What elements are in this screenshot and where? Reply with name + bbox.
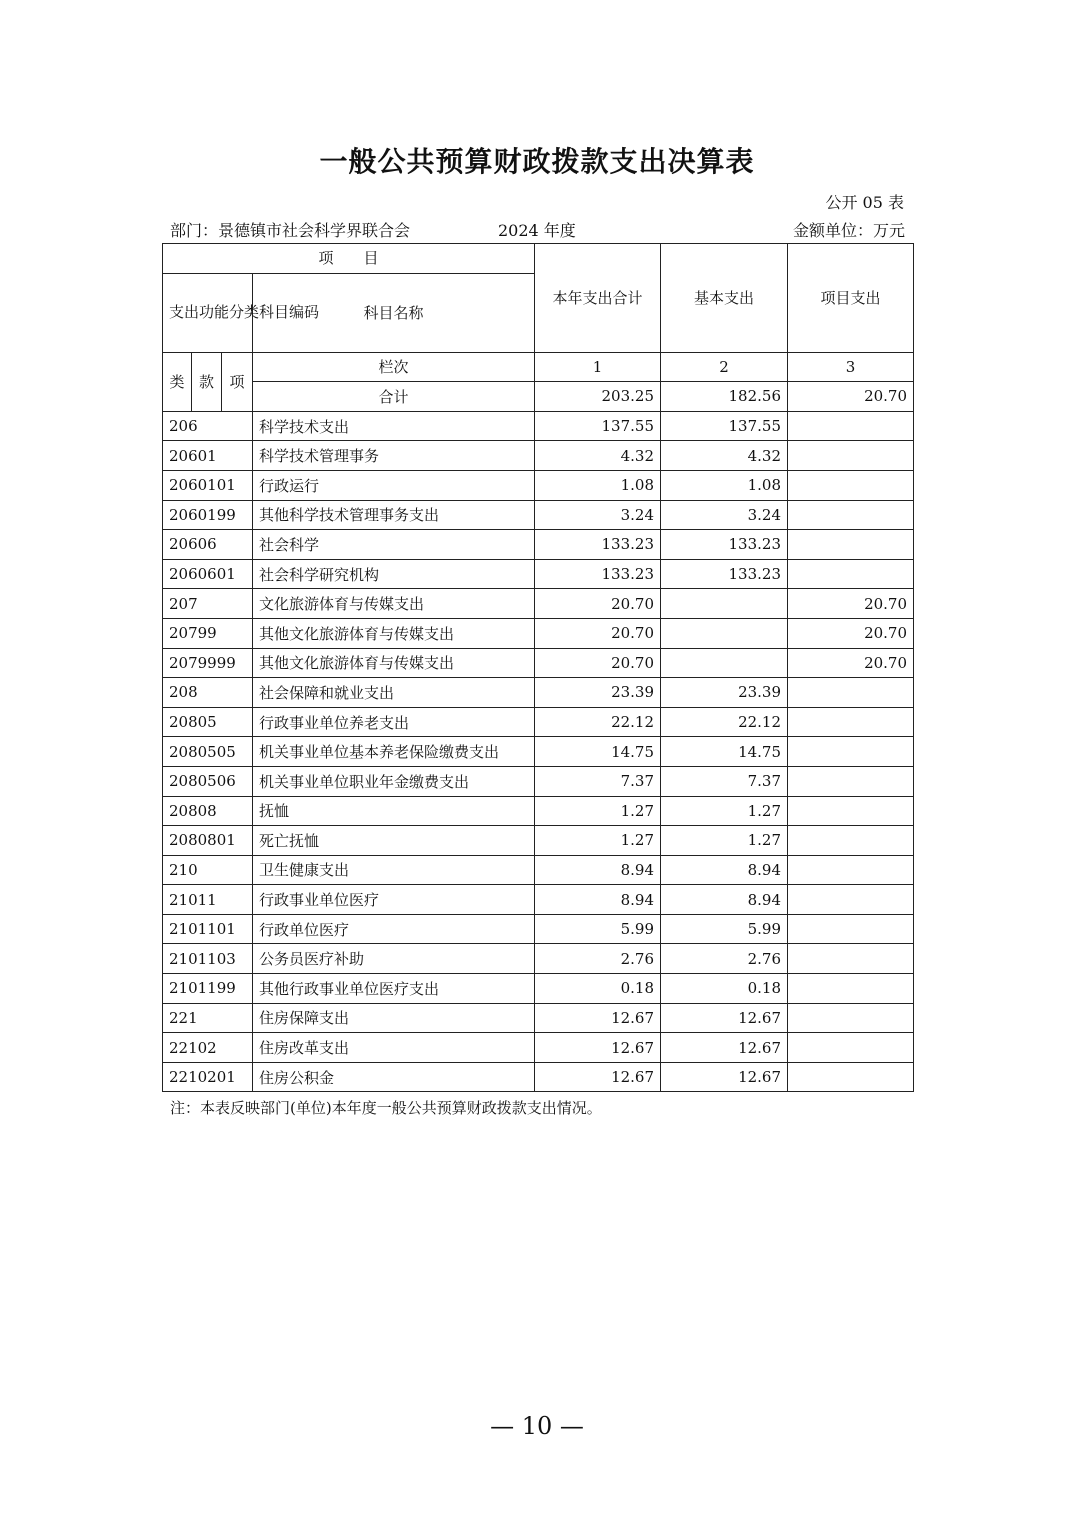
row-subject-name: 其他文化旅游体育与传媒支出 bbox=[253, 648, 535, 678]
row-basic: 12.67 bbox=[661, 1062, 788, 1092]
col-project-header: 项目支出 bbox=[788, 244, 914, 353]
row-project bbox=[788, 530, 914, 560]
row-project bbox=[788, 796, 914, 826]
row-project bbox=[788, 944, 914, 974]
col-number-1: 1 bbox=[535, 352, 661, 382]
year-label: 2024 年度 bbox=[498, 221, 576, 240]
row-code: 20799 bbox=[163, 618, 253, 648]
row-subject-name: 卫生健康支出 bbox=[253, 855, 535, 885]
row-code: 2210201 bbox=[163, 1062, 253, 1092]
table-row bbox=[163, 855, 914, 885]
row-total: 4.32 bbox=[535, 441, 661, 471]
row-subject-name: 社会保障和就业支出 bbox=[253, 678, 535, 708]
row-basic bbox=[661, 618, 788, 648]
row-code: 2060601 bbox=[163, 559, 253, 589]
item-header: 项 目 bbox=[163, 244, 535, 274]
row-code: 2080506 bbox=[163, 766, 253, 796]
row-total: 133.23 bbox=[535, 530, 661, 560]
row-code: 206 bbox=[163, 411, 253, 441]
row-subject-name: 文化旅游体育与传媒支出 bbox=[253, 589, 535, 619]
row-code: 20606 bbox=[163, 530, 253, 560]
row-subject-name: 抚恤 bbox=[253, 796, 535, 826]
row-basic: 14.75 bbox=[661, 737, 788, 767]
row-code: 210 bbox=[163, 855, 253, 885]
col-total-header: 本年支出合计 bbox=[535, 244, 661, 353]
row-basic: 8.94 bbox=[661, 855, 788, 885]
row-project bbox=[788, 766, 914, 796]
row-basic: 22.12 bbox=[661, 707, 788, 737]
row-basic: 12.67 bbox=[661, 1003, 788, 1033]
row-subject-name: 机关事业单位职业年金缴费支出 bbox=[253, 766, 535, 796]
row-basic: 3.24 bbox=[661, 500, 788, 530]
row-project bbox=[788, 500, 914, 530]
row-project bbox=[788, 914, 914, 944]
row-total: 12.67 bbox=[535, 1033, 661, 1063]
table-row bbox=[163, 974, 914, 1004]
row-subject-name: 住房保障支出 bbox=[253, 1003, 535, 1033]
row-basic: 2.76 bbox=[661, 944, 788, 974]
row-project bbox=[788, 1033, 914, 1063]
form-number: 公开 05 表 bbox=[825, 193, 904, 212]
row-total: 12.67 bbox=[535, 1003, 661, 1033]
row-basic: 23.39 bbox=[661, 678, 788, 708]
meta-line bbox=[170, 218, 905, 240]
row-code: 20805 bbox=[163, 707, 253, 737]
row-code: 2101101 bbox=[163, 914, 253, 944]
table-row bbox=[163, 796, 914, 826]
table-row bbox=[163, 826, 914, 856]
row-basic: 12.67 bbox=[661, 1033, 788, 1063]
row-project bbox=[788, 974, 914, 1004]
row-total: 1.27 bbox=[535, 796, 661, 826]
row-subject-name: 其他科学技术管理事务支出 bbox=[253, 500, 535, 530]
row-subject-name: 科学技术支出 bbox=[253, 411, 535, 441]
total-label: 合计 bbox=[253, 382, 535, 412]
row-basic: 133.23 bbox=[661, 530, 788, 560]
row-project bbox=[788, 441, 914, 471]
total-sum: 203.25 bbox=[535, 382, 661, 412]
unit-label: 金额单位：万元 bbox=[792, 221, 905, 240]
row-total: 23.39 bbox=[535, 678, 661, 708]
row-total: 20.70 bbox=[535, 589, 661, 619]
table-row bbox=[163, 500, 914, 530]
row-basic: 1.27 bbox=[661, 796, 788, 826]
row-total: 22.12 bbox=[535, 707, 661, 737]
row-project bbox=[788, 559, 914, 589]
row-code: 20808 bbox=[163, 796, 253, 826]
table-row bbox=[163, 678, 914, 708]
kuan-header: 款 bbox=[192, 352, 222, 411]
page-title: 一般公共预算财政拨款支出决算表 bbox=[319, 145, 755, 178]
table-row bbox=[163, 589, 914, 619]
col-number-3: 3 bbox=[788, 352, 914, 382]
row-code: 2060199 bbox=[163, 500, 253, 530]
total-basic: 182.56 bbox=[661, 382, 788, 412]
row-subject-name: 公务员医疗补助 bbox=[253, 944, 535, 974]
row-project bbox=[788, 707, 914, 737]
row-subject-name: 其他文化旅游体育与传媒支出 bbox=[253, 618, 535, 648]
row-basic: 0.18 bbox=[661, 974, 788, 1004]
row-subject-name: 住房改革支出 bbox=[253, 1033, 535, 1063]
table-row bbox=[163, 411, 914, 441]
func-code-header: 支出功能分类科目编码 bbox=[163, 273, 253, 352]
table-row bbox=[163, 944, 914, 974]
row-total: 133.23 bbox=[535, 559, 661, 589]
row-subject-name: 行政单位医疗 bbox=[253, 914, 535, 944]
table-row bbox=[163, 737, 914, 767]
row-subject-name: 行政事业单位医疗 bbox=[253, 885, 535, 915]
table-row bbox=[163, 1033, 914, 1063]
row-total: 12.67 bbox=[535, 1062, 661, 1092]
row-basic: 7.37 bbox=[661, 766, 788, 796]
row-subject-name: 社会科学 bbox=[253, 530, 535, 560]
row-project bbox=[788, 1003, 914, 1033]
table-row bbox=[163, 914, 914, 944]
row-code: 2101103 bbox=[163, 944, 253, 974]
row-basic: 4.32 bbox=[661, 441, 788, 471]
table-note: 注：本表反映部门(单位)本年度一般公共预算财政拨款支出情况。 bbox=[170, 1099, 602, 1117]
lei-header: 类 bbox=[163, 352, 192, 411]
row-subject-name: 死亡抚恤 bbox=[253, 826, 535, 856]
row-basic: 8.94 bbox=[661, 885, 788, 915]
table-row bbox=[163, 618, 914, 648]
row-code: 20601 bbox=[163, 441, 253, 471]
table-row bbox=[163, 1003, 914, 1033]
row-subject-name: 行政运行 bbox=[253, 470, 535, 500]
row-project bbox=[788, 411, 914, 441]
row-total: 2.76 bbox=[535, 944, 661, 974]
row-basic bbox=[661, 589, 788, 619]
row-project bbox=[788, 826, 914, 856]
row-subject-name: 行政事业单位养老支出 bbox=[253, 707, 535, 737]
table-row bbox=[163, 766, 914, 796]
page-number: — 10 — bbox=[490, 1412, 584, 1440]
row-total: 137.55 bbox=[535, 411, 661, 441]
row-code: 221 bbox=[163, 1003, 253, 1033]
row-total: 20.70 bbox=[535, 618, 661, 648]
row-code: 2101199 bbox=[163, 974, 253, 1004]
row-basic: 1.27 bbox=[661, 826, 788, 856]
row-total: 7.37 bbox=[535, 766, 661, 796]
row-total: 1.08 bbox=[535, 470, 661, 500]
row-code: 207 bbox=[163, 589, 253, 619]
row-total: 1.27 bbox=[535, 826, 661, 856]
row-code: 2079999 bbox=[163, 648, 253, 678]
row-basic: 1.08 bbox=[661, 470, 788, 500]
total-project: 20.70 bbox=[788, 382, 914, 412]
table-row bbox=[163, 530, 914, 560]
table-row bbox=[163, 470, 914, 500]
expenditure-table bbox=[162, 243, 914, 1092]
row-project bbox=[788, 470, 914, 500]
row-project bbox=[788, 737, 914, 767]
row-subject-name: 住房公积金 bbox=[253, 1062, 535, 1092]
row-total: 5.99 bbox=[535, 914, 661, 944]
table-row bbox=[163, 559, 914, 589]
row-project: 20.70 bbox=[788, 648, 914, 678]
row-basic: 5.99 bbox=[661, 914, 788, 944]
row-basic bbox=[661, 648, 788, 678]
row-total: 14.75 bbox=[535, 737, 661, 767]
table-row bbox=[163, 707, 914, 737]
row-code: 2080801 bbox=[163, 826, 253, 856]
row-total: 8.94 bbox=[535, 855, 661, 885]
row-code: 21011 bbox=[163, 885, 253, 915]
department-label: 部门：景德镇市社会科学界联合会 bbox=[170, 221, 411, 240]
row-subject-name: 其他行政事业单位医疗支出 bbox=[253, 974, 535, 1004]
xiang-header: 项 bbox=[222, 352, 253, 411]
row-code: 2080505 bbox=[163, 737, 253, 767]
row-project bbox=[788, 678, 914, 708]
subject-name-header: 科目名称 bbox=[253, 273, 535, 352]
table-row bbox=[163, 648, 914, 678]
table-row bbox=[163, 885, 914, 915]
lanci-header: 栏次 bbox=[253, 352, 535, 382]
table-row bbox=[163, 441, 914, 471]
row-total: 20.70 bbox=[535, 648, 661, 678]
row-code: 208 bbox=[163, 678, 253, 708]
row-total: 8.94 bbox=[535, 885, 661, 915]
row-basic: 137.55 bbox=[661, 411, 788, 441]
row-code: 2060101 bbox=[163, 470, 253, 500]
row-project bbox=[788, 885, 914, 915]
row-total: 0.18 bbox=[535, 974, 661, 1004]
row-code: 22102 bbox=[163, 1033, 253, 1063]
table-row bbox=[163, 1062, 914, 1092]
row-project bbox=[788, 1062, 914, 1092]
col-number-2: 2 bbox=[661, 352, 788, 382]
row-project: 20.70 bbox=[788, 589, 914, 619]
row-total: 3.24 bbox=[535, 500, 661, 530]
row-subject-name: 机关事业单位基本养老保险缴费支出 bbox=[253, 737, 535, 767]
row-basic: 133.23 bbox=[661, 559, 788, 589]
row-subject-name: 科学技术管理事务 bbox=[253, 441, 535, 471]
row-subject-name: 社会科学研究机构 bbox=[253, 559, 535, 589]
col-basic-header: 基本支出 bbox=[661, 244, 788, 353]
row-project: 20.70 bbox=[788, 618, 914, 648]
row-project bbox=[788, 855, 914, 885]
